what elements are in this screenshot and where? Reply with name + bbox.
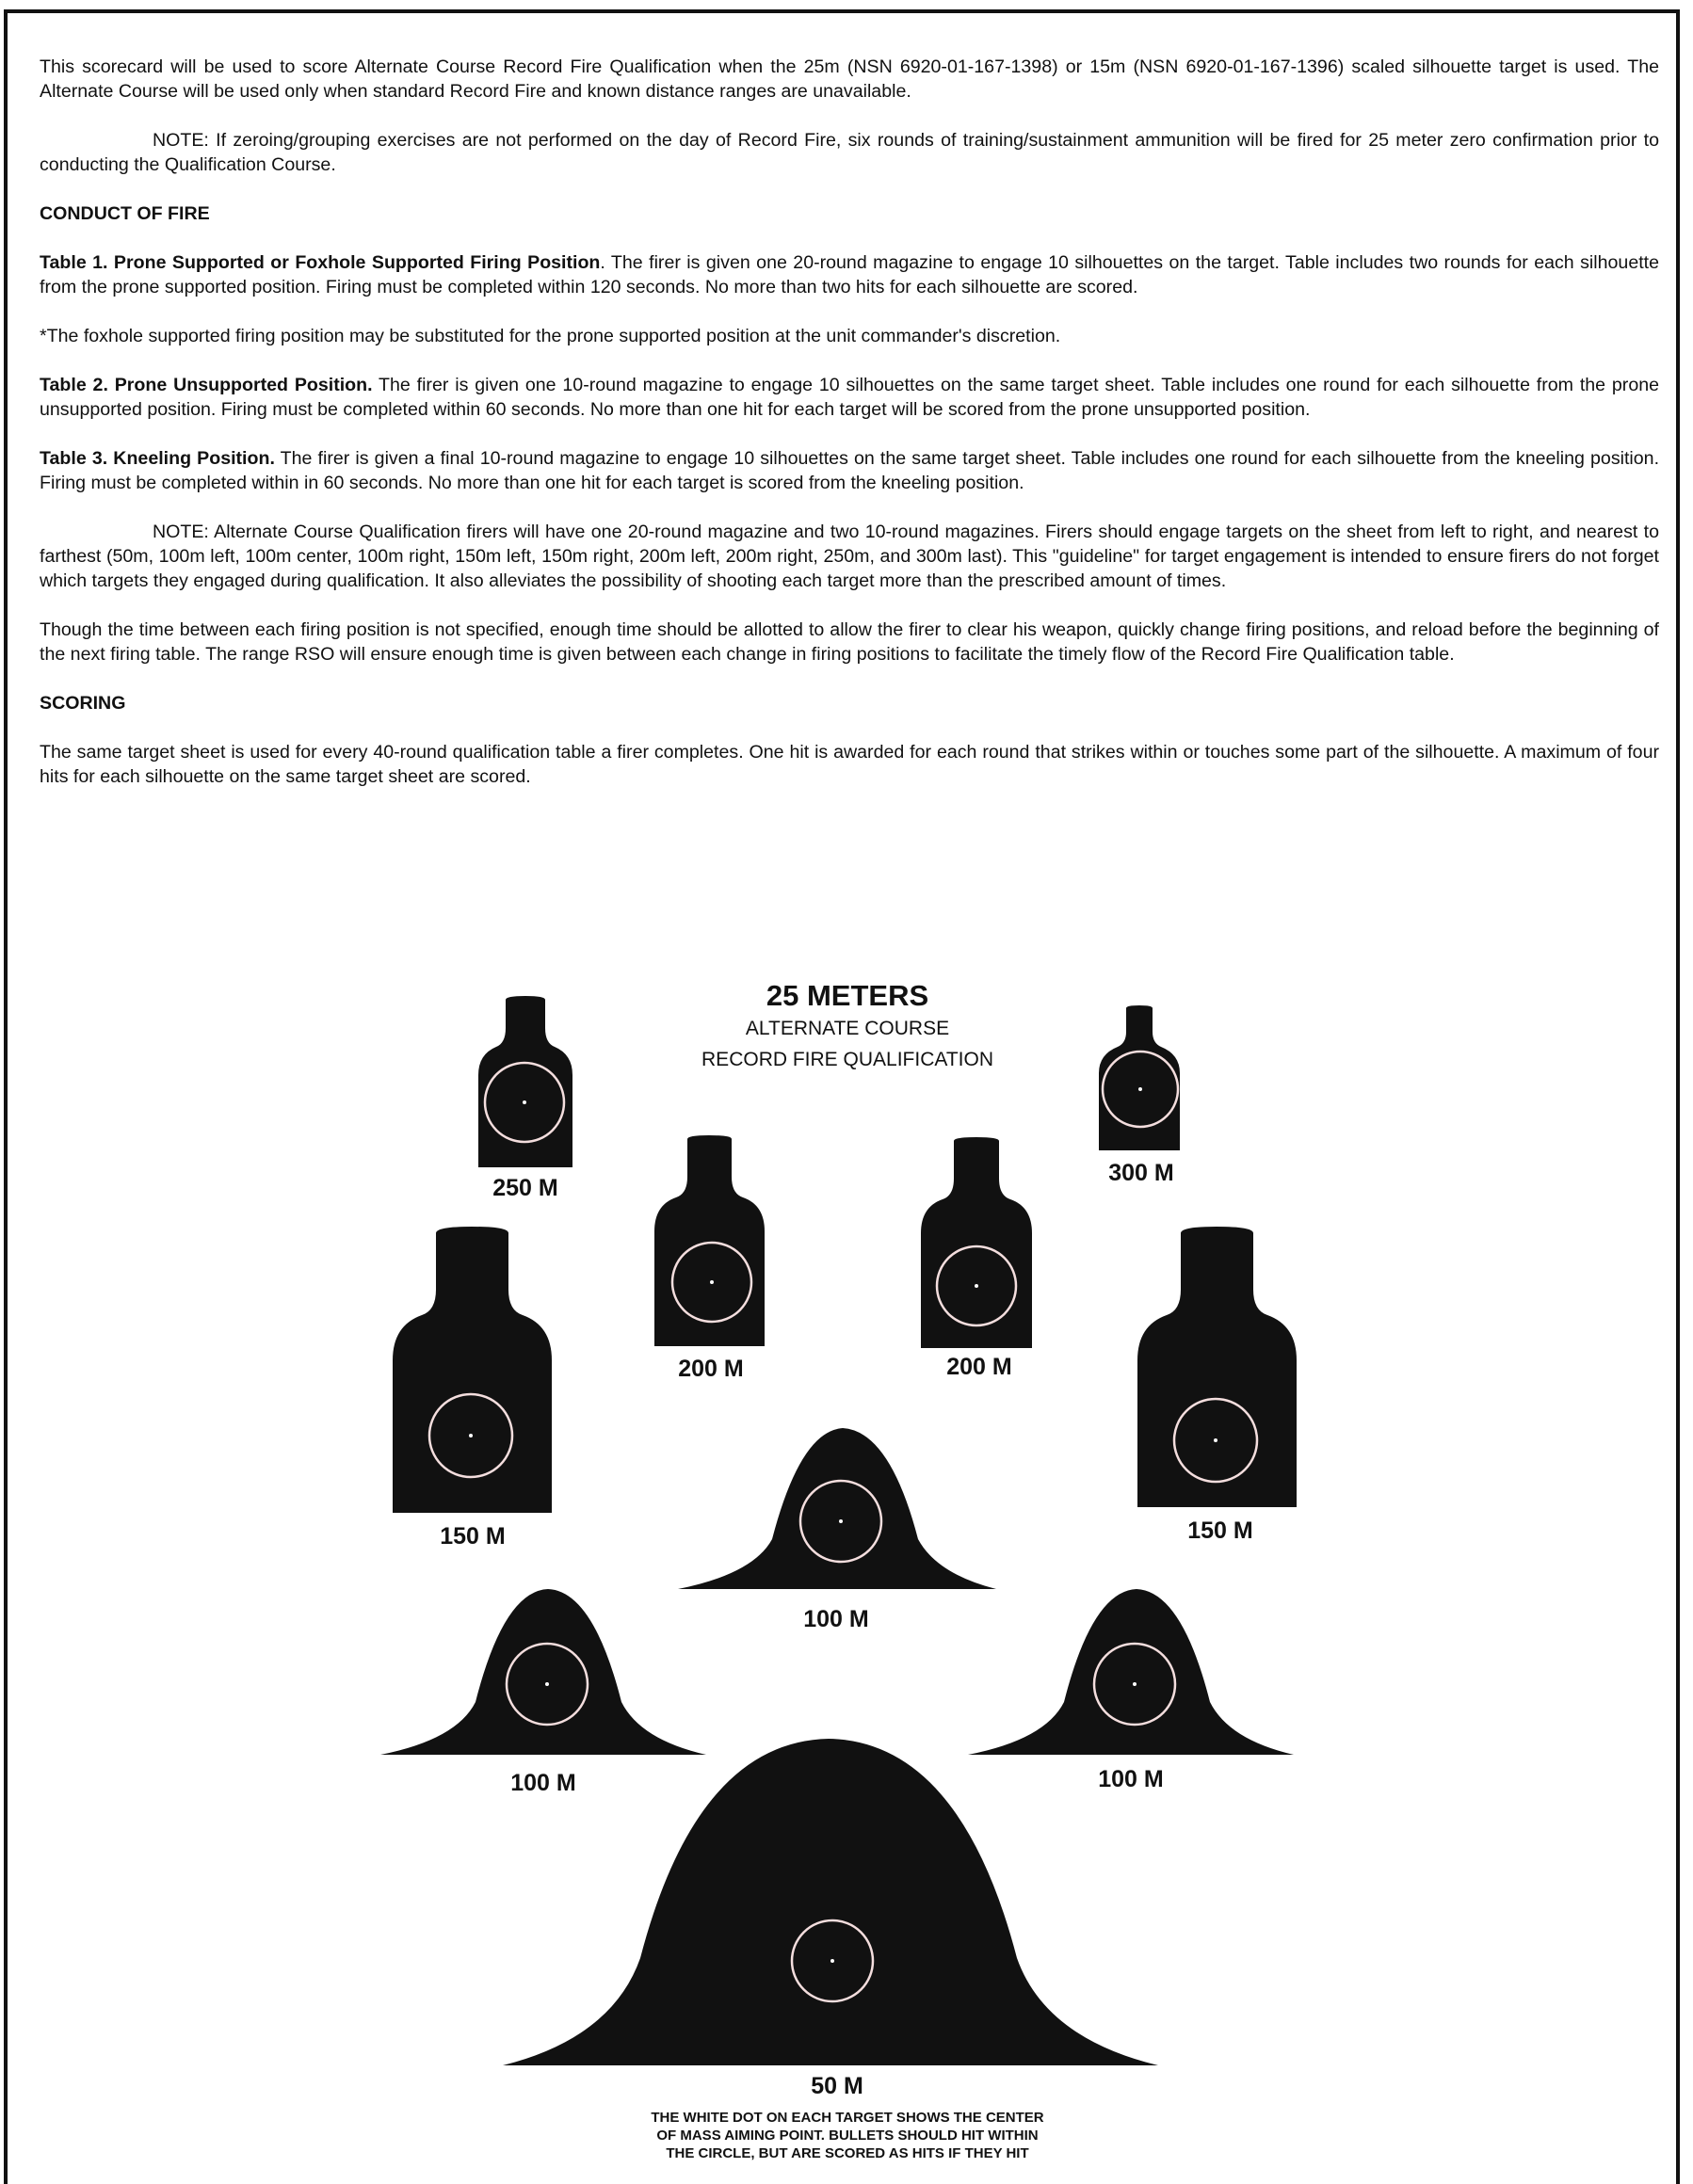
label-100m-left: 100 M bbox=[510, 1770, 576, 1796]
label-150m-left: 150 M bbox=[440, 1523, 506, 1550]
zero-note: NOTE: If zeroing/grouping exercises are not performed on the day of Record Fire, six rounds of training/sustainment ammunition will be fired for 25 meter zero confirmation prior to conducting the Qualification Course. bbox=[40, 130, 1659, 175]
label-150m-right: 150 M bbox=[1187, 1518, 1253, 1544]
aim-dot-150m-right bbox=[1214, 1438, 1217, 1442]
table2-lead: Table 2. Prone Unsupported Position. bbox=[40, 375, 373, 395]
silhouette-200m-right bbox=[921, 1137, 1032, 1348]
aim-dot-100m-left bbox=[545, 1682, 549, 1686]
target-title: 25 METERS bbox=[766, 979, 929, 1012]
aim-dot-100m-center bbox=[839, 1519, 843, 1523]
aiming-note-line-1: THE WHITE DOT ON EACH TARGET SHOWS THE CENTER bbox=[651, 2110, 1044, 2126]
table2-text: The firer is given one 10-round magazine to engage 10 silhouettes on the same target sheet. Table includes one round for each silhouette from the prone unsupported position. Firing must be completed within 60 seconds. No more than one hit for each target will be scored from the prone unsupported position. bbox=[40, 375, 1660, 420]
label-100m-right: 100 M bbox=[1098, 1766, 1164, 1792]
target-subtitle-1: ALTERNATE COURSE bbox=[745, 1018, 950, 1039]
table1-lead: Table 1. Prone Supported or Foxhole Supported Firing Position bbox=[40, 252, 601, 273]
conduct-heading: CONDUCT OF FIRE bbox=[40, 203, 210, 224]
silhouette-300m bbox=[1099, 1005, 1180, 1150]
scoring-heading: SCORING bbox=[40, 693, 126, 714]
label-50m: 50 M bbox=[811, 2073, 863, 2099]
silhouette-100m-left bbox=[380, 1589, 706, 1755]
label-200m-left: 200 M bbox=[678, 1356, 744, 1382]
label-200m-right: 200 M bbox=[946, 1354, 1012, 1380]
aiming-note-line-2: OF MASS AIMING POINT. BULLETS SHOULD HIT WITHIN bbox=[656, 2128, 1039, 2144]
aim-dot-150m-left bbox=[469, 1434, 473, 1437]
foxhole-note: *The foxhole supported firing position may be substituted for the prone supported position at the unit commander's discretion. bbox=[40, 326, 1061, 346]
aim-dot-200m-right bbox=[975, 1284, 978, 1288]
label-250m: 250 M bbox=[492, 1175, 558, 1201]
silhouette-100m-center bbox=[678, 1428, 996, 1589]
aim-dot-300m bbox=[1138, 1087, 1142, 1091]
table3-text: The firer is given a final 10-round magazine to engage 10 silhouettes on the same target sheet. Table includes one round for each silhouette from the kneeling position. Firing must be completed within in 60 seconds. No more than one hit for each target is scored from the kneeling position. bbox=[40, 448, 1660, 493]
engagement-note: NOTE: Alternate Course Qualification firers will have one 20-round magazine and two 10-round magazines. Firers should engage targets on the sheet from left to right, and nearest to farthest (50m, 100m left, 100m center, 100m right, 150m left, 150m right, 200m left, 200m right, 250m, and 300m last). This "guideline" for target engagement is intended to ensure firers do not forget which targets they engaged during qualification. It also alleviates the possibility of shooting each target more than the prescribed amount of times. bbox=[40, 522, 1659, 591]
label-100m-center: 100 M bbox=[803, 1606, 869, 1632]
silhouette-150m-left bbox=[393, 1227, 552, 1513]
target-title-block bbox=[659, 979, 1036, 1075]
scoring-paragraph: The same target sheet is used for every 40-round qualification table a firer completes. One hit is awarded for each round that strikes within or touches some part of the silhouette. A maximum of four hits for each silhouette on the same target sheet are scored. bbox=[40, 742, 1659, 787]
intro-paragraph: This scorecard will be used to score Alternate Course Record Fire Qualification when the 25m (NSN 6920-01-167-1398) or 15m (NSN 6920-01-167-1396) scaled silhouette target is used. The Alternate Course will be used only when standard Record Fire and known distance ranges are unavailable. bbox=[40, 56, 1659, 102]
silhouette-100m-right bbox=[968, 1589, 1294, 1755]
aim-dot-200m-left bbox=[710, 1280, 714, 1284]
silhouette-200m-left bbox=[654, 1135, 765, 1346]
aim-dot-100m-right bbox=[1133, 1682, 1137, 1686]
target-subtitle-2: RECORD FIRE QUALIFICATION bbox=[701, 1049, 993, 1070]
table3-lead: Table 3. Kneeling Position. bbox=[40, 448, 275, 469]
label-300m: 300 M bbox=[1108, 1160, 1174, 1186]
table1-text: . The firer is given one 20-round magazine to engage 10 silhouettes on the target. Table includes two rounds for each silhouette from the prone supported position. Firing must be completed within 120 seconds. No more than two hits for each silhouette are scored. bbox=[40, 252, 1660, 297]
silhouette-50m bbox=[503, 1739, 1158, 2065]
aiming-note bbox=[565, 2109, 1130, 2162]
aim-dot-50m bbox=[830, 1959, 834, 1963]
timing-paragraph: Though the time between each firing position is not specified, enough time should be allotted to allow the firer to clear his weapon, quickly change firing positions, and reload before the beginning of the next firing table. The range RSO will ensure enough time is given between each change in firing positions to facilitate the timely flow of the Record Fire Qualification table. bbox=[40, 619, 1659, 665]
aiming-note-line-3: THE CIRCLE, BUT ARE SCORED AS HITS IF THEY HIT bbox=[666, 2145, 1029, 2161]
silhouette-150m-right bbox=[1137, 1227, 1297, 1507]
aim-dot-250m bbox=[523, 1100, 526, 1104]
